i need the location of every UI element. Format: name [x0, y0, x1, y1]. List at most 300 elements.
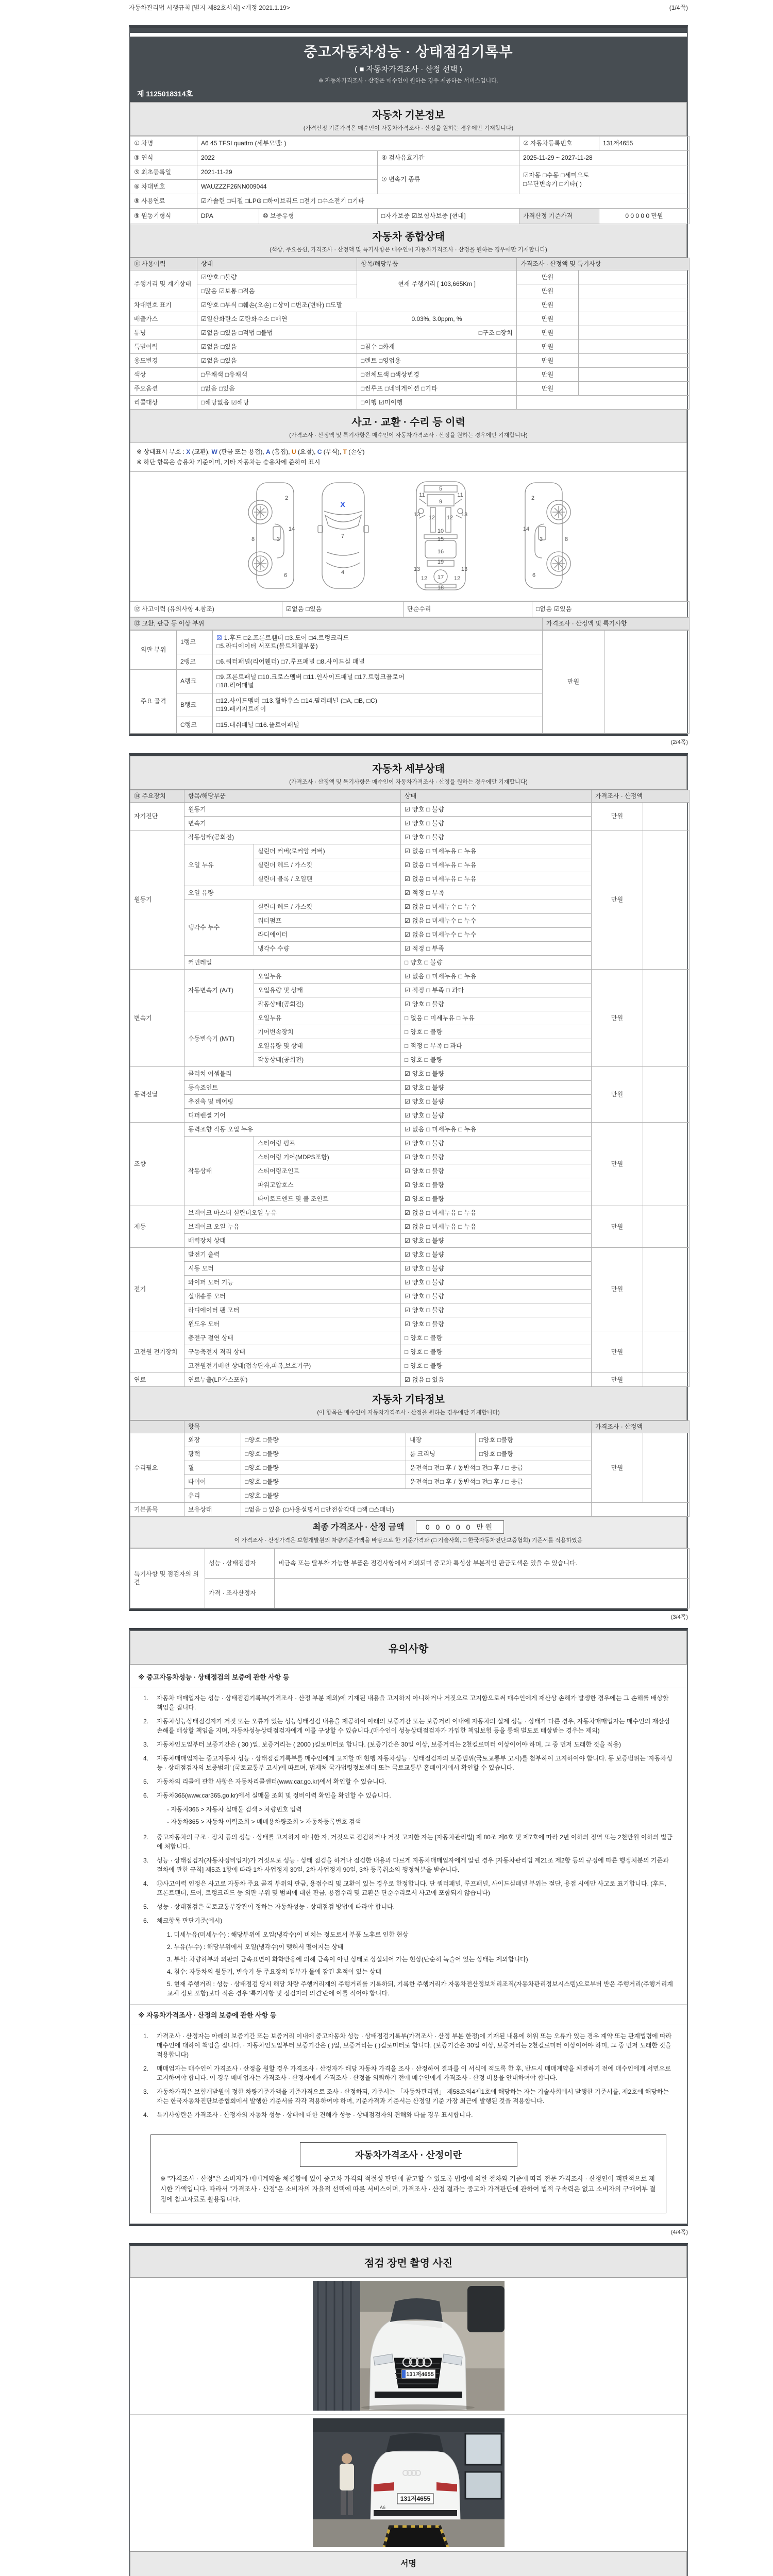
inspection-photos [130, 2281, 687, 2547]
notice-list-b [130, 1833, 687, 2004]
cell [579, 284, 690, 298]
cell: 워터펌프 [254, 913, 401, 927]
cell: 오일누유 [254, 1011, 401, 1025]
simple-repair-checkboxes[interactable]: □없음 ☑있음 [532, 601, 690, 617]
document-title: 중고자동차성능 · 상태점검기록부 [304, 44, 513, 60]
checkbox-cell[interactable]: □썬루프 □네비게이션 □기타 [357, 382, 517, 396]
cell [643, 1331, 690, 1372]
panel-number-label: 6 [532, 572, 536, 579]
panel-number-label: 9 [439, 498, 443, 505]
checkbox-cell[interactable]: □ 양호 □ 불량 [401, 1359, 592, 1372]
model-year: 2022 [197, 151, 378, 165]
panel-number-label: 4 [341, 569, 345, 575]
cell: 충전구 절연 상태 [184, 1331, 401, 1345]
cell: 만원 [543, 630, 604, 733]
cell [579, 326, 690, 340]
section-basic-info-sub: (가격산정 기준가격은 매수인이 자동차가격조사 · 산정을 원하는 경우에만 기재합니다) [303, 125, 514, 131]
cell: 색상 [130, 368, 197, 382]
page-marker-3: (3/4쪽) [670, 1614, 688, 1620]
text-part: □19.패키지트레이 [216, 705, 266, 713]
panel-number-label: 11 [419, 492, 425, 498]
cell: C랭크 [177, 717, 213, 733]
panel-number-label: 12 [421, 575, 428, 582]
text-part: (교환), [190, 448, 212, 455]
cell: 룸 크리닝 [406, 1447, 476, 1461]
page-1 [129, 25, 688, 736]
appraiser-comment [275, 1578, 690, 1608]
cell: 만원 [592, 1372, 643, 1386]
checkbox-cell[interactable]: ☑ 양호 □ 불량 [401, 830, 592, 844]
checkbox-cell[interactable]: ☑ 양호 □ 불량 [401, 1066, 592, 1080]
text-part: T [343, 448, 347, 455]
checkbox-cell[interactable]: □무채색 □유채색 [197, 368, 357, 382]
text-part: (판금 또는 용접), [217, 448, 266, 455]
signature-title: 서명 [400, 2559, 416, 2568]
accident-history-checkboxes[interactable]: ☑없음 □있음 [282, 601, 404, 617]
notice-sub2: ※ 자동차가격조사 · 산정의 보증에 관한 사항 등 [130, 2004, 687, 2025]
plate-number: 131저4655 [599, 137, 690, 151]
cell [643, 1247, 690, 1331]
fuel-checkboxes[interactable]: ☑가솔린 □디젤 □LPG □하이브리드 □전기 □수소전기 □기타 [197, 194, 690, 209]
page-marker-2: (2/4쪽) [670, 739, 688, 745]
detail-state-table [130, 790, 687, 1387]
inspector-comment: 비금속 또는 탈부착 가능한 부품은 점검사항에서 제외되며 중고차 특성상 부분적인 판금도색은 있을 수 있습니다. [275, 1548, 690, 1578]
cell: 가격조사 · 산정액 및 특기사항 [543, 617, 690, 630]
cell [579, 298, 690, 312]
checkbox-cell[interactable]: ☑ 적정 □ 부족 [401, 886, 592, 900]
cell: 가격조사 · 산정액 [592, 1420, 690, 1433]
cell: 추진축 및 베어링 [184, 1094, 401, 1108]
vin: WAUZZZF26NN009044 [197, 180, 378, 194]
cell: 실린더 블록 / 오일팬 [254, 872, 401, 886]
cell: 와이퍼 모터 기능 [184, 1275, 401, 1289]
checkbox-cell[interactable]: □없음 □있음 [197, 382, 357, 396]
cell: 라디에이터 팬 모터 [184, 1303, 401, 1317]
text-part: C [317, 448, 322, 455]
notice-title: 유의사항 [388, 1643, 429, 1655]
cell: 만원 [517, 368, 579, 382]
overall-state-table [130, 258, 687, 410]
checkbox-cell[interactable]: □ 양호 □ 불량 [401, 1345, 592, 1359]
panel-number-label: 8 [251, 536, 255, 543]
cell: 내장 [406, 1433, 476, 1447]
notice-item: 5. 성능 · 상태점검은 국토교통부장관이 정하는 자동차성능 · 상태점검 방법에 따라야 합니다. [143, 1903, 395, 1910]
notice-subitem: 3. 부식: 차량하부와 외판의 금속표면이 화학반응에 의해 금속이 아닌 상태로 상실되어 가는 현상(단순히 녹슬어 있는 상태는 제외합니다) [167, 1955, 528, 1963]
cell: 주요 골격 [130, 669, 177, 733]
cell: ① 차명 [130, 137, 197, 151]
price-appraisal-definition-box [150, 2134, 666, 2213]
warranty-checkboxes[interactable]: □자가보증 ☑보험사보증 [현대] [378, 209, 519, 224]
checkbox-cell[interactable]: ☑양호 □부식 □훼손(오손) □상이 □변조(변타) □도말 [197, 298, 517, 312]
cell [579, 368, 690, 382]
cell: 오일유량 및 상태 [254, 983, 401, 997]
photo2-model-badge: A6 [379, 2504, 385, 2510]
cell: ⑥ 차대번호 [130, 180, 197, 194]
cell: 만원 [517, 326, 579, 340]
checkbox-cell[interactable]: 운전석□ 전□ 후 / 동반석□ 전□ 후 / □ 응급 [406, 1475, 592, 1488]
checkbox-cell[interactable]: ☑ 양호 □ 불량 [401, 816, 592, 830]
cell [130, 1420, 184, 1433]
cell: 만원 [517, 284, 579, 298]
page-3 [129, 1628, 688, 2226]
cell: 연료 [130, 1372, 184, 1386]
cell: 스티어링 펌프 [254, 1136, 401, 1150]
checkbox-cell[interactable]: □양호 □불량 [241, 1461, 406, 1475]
cell [579, 270, 690, 284]
panel-number-label: 5 [439, 485, 443, 492]
checkbox-cell[interactable]: □ 양호 □ 불량 [401, 1025, 592, 1039]
basic-info-table [130, 136, 687, 224]
text-part: □18.리어패널 [216, 682, 254, 689]
text-part: (요철), [296, 448, 317, 455]
document-number: 제 1125018314호 [137, 90, 193, 98]
notice-subitem: 5. 현재 주행거리 : 성능 · 상태점검 당시 해당 차량 주행거리계의 주행거리를 기록하되, 기록한 주행거리가 자동차전산정보처리조직(자동차관리정보시스템)으로부터 받은 주행거리(주행거리계 교체 정보 포함)보다 적은 경우 '특기사항 및 점검자의 의견'란에 이를 적어야 합니다. [167, 1980, 673, 1997]
checkbox-cell[interactable]: □6.쿼터패널(리어휀더) □7.루프패널 □8.사이드실 패널 [213, 654, 543, 669]
checkbox-cell[interactable]: ☑ 양호 □ 불량 [401, 1080, 592, 1094]
panel-number-label: 3 [539, 536, 543, 543]
cell: 오일 누유 [184, 844, 254, 886]
checkbox-cell[interactable]: □ 양호 □ 불량 [401, 1331, 592, 1345]
final-price-block [130, 1517, 687, 1548]
odometer-reading: 현재 주행거리 [ 103,665Km ] [357, 270, 517, 298]
cell: 고전원전기배선 상태(접속단자,피복,보호기구) [184, 1359, 401, 1372]
inspection-validity: 2025-11-29 ~ 2027-11-28 [519, 151, 690, 165]
cell: 만원 [592, 1331, 643, 1372]
cell: 상태 [401, 790, 592, 802]
cell [643, 1433, 690, 1502]
checkbox-cell[interactable]: □ 없음 □ 미세누유 □ 누유 [401, 1011, 592, 1025]
cell: 변속기 [184, 816, 401, 830]
cell: 항목/해당부품 [184, 790, 401, 802]
text-part: (흠집), [270, 448, 292, 455]
checkbox-cell[interactable]: □많음 ☑보통 □적음 [197, 284, 357, 298]
page-4 [129, 2243, 688, 2576]
cell: 구동축전지 격리 상태 [184, 1345, 401, 1359]
cell: 외판 부위 [130, 630, 177, 669]
cell: 항목/해당부품 [357, 258, 517, 270]
cell: 가격 · 조사산정자 [205, 1578, 275, 1608]
cell: 실린더 헤드 / 가스킷 [254, 900, 401, 913]
checkbox-cell[interactable]: ☑ 양호 □ 불량 [401, 1317, 592, 1331]
cell: 만원 [592, 802, 643, 830]
cell [643, 1066, 690, 1122]
cell: 발전기 출력 [184, 1247, 401, 1261]
checkbox-cell[interactable]: ☑ 없음 □ 미세누유 □ 누유 [401, 1122, 592, 1136]
panel-number-label: 6 [283, 572, 288, 579]
section-detail-sub: (가격조사 · 산정액 및 특기사항은 매수인이 자동차가격조사 · 산정을 원하는 경우에만 기재합니다) [289, 778, 528, 785]
cell: 기본품목 [130, 1502, 184, 1516]
cell: 등속죠인트 [184, 1080, 401, 1094]
cell: ⑬ 교환, 판금 등 이상 부위 [130, 617, 543, 630]
section-basic-info-title: 자동차 기본정보 [372, 110, 445, 121]
text-part: □무단변속기 □기타( ) [523, 180, 582, 188]
panel-number-label: 13 [461, 566, 468, 572]
checkbox-cell[interactable]: ☑ 적정 □ 부족 □ 과다 [401, 983, 592, 997]
cell: 자동변속기 (A/T) [184, 969, 254, 1011]
cell: 만원 [517, 354, 579, 368]
cell: 타이어 [184, 1475, 241, 1488]
notice-list-c [130, 2025, 687, 2127]
text-part: 1.후드 □2.프론트휀더 □3.도어 □4.트렁크리드 [222, 634, 349, 642]
section-overall-header [130, 224, 687, 258]
text-part: □9.프론트패널 □10.크로스멤버 □11.인사이드패널 □17.트렁크플로어 [216, 673, 405, 681]
checkbox-cell[interactable]: □침수 □화재 [357, 340, 517, 354]
notice-subitem: 4. 침수: 자동차의 원동기, 변속기 등 주요장치 일부가 물에 잠긴 흔적이 있는 상태 [167, 1968, 382, 1975]
cell: 항목 [184, 1420, 592, 1433]
cell: 가격조사 · 산정액 [592, 790, 690, 802]
checkbox-cell[interactable]: □양호 □불량 [241, 1475, 406, 1488]
checkbox-cell[interactable]: ☑없음 □있음 [197, 340, 357, 354]
checkbox-cell[interactable]: ☑ 없음 □ 미세누수 □ 누수 [401, 900, 592, 913]
cell: 배출가스 [130, 312, 197, 326]
document-header [130, 37, 687, 102]
cell: 타이로드엔드 및 볼 조인트 [254, 1192, 401, 1206]
checkbox-cell[interactable]: ☑ 없음 □ 미세누유 □ 누유 [401, 1206, 592, 1219]
checkbox-cell[interactable]: □이행 ☑미이행 [357, 396, 517, 410]
other-info-table [130, 1420, 687, 1517]
notice-subitem: 2. 누유(누수) : 해당부위에서 오일(냉각수)이 맺혀서 떨어지는 상태 [167, 1943, 344, 1951]
cell: ③ 연식 [130, 151, 197, 165]
cell: 만원 [592, 1206, 643, 1247]
form-regulation-note: 자동차관리법 시행규칙 [별지 제82호서식] <개정 2021.1.19> [129, 4, 290, 11]
definition-box-title: 자동차가격조사 · 산정이란 [300, 2142, 517, 2167]
checkbox-cell[interactable]: ☑ 양호 □ 불량 [401, 1108, 592, 1122]
cell: 고전원 전기장치 [130, 1331, 184, 1372]
cell: ② 자동차등록번호 [519, 137, 599, 151]
cell: 냉각수 누수 [184, 900, 254, 955]
checkbox-cell[interactable]: ☑ 없음 □ 미세누유 □ 누유 [401, 1219, 592, 1233]
checkbox-cell[interactable]: □15.대쉬패널 □16.플로어패널 [213, 717, 543, 733]
car-diagram-svg [130, 475, 688, 596]
cell: 광택 [184, 1447, 241, 1461]
checkbox-cell[interactable]: ☑없음 □있음 □적법 □불법 [197, 326, 357, 340]
checkbox-cell[interactable]: ☑ 없음 □ 미세누유 □ 누유 [401, 969, 592, 983]
cell: A랭크 [177, 669, 213, 693]
cell: ④ 검사유효기간 [378, 151, 519, 165]
checkbox-cell[interactable] [213, 693, 543, 717]
notice-item: 2. 매매업자는 매수인이 가격조사 · 산정을 원할 경우 가격조사 · 산정자가 해당 자동차 가격을 조사 · 산정하여 결과를 이 서식에 적도록 한 후, 반드시 매매계약을 체결하기 전에 매수인에게 서면으로 고지하여야 합니다. 이 경우 매매업자는 가격조사 · 산정자에게 가격조사 · 산정을 의뢰하기 전에 매수인에게 가격조사 · 산정 비용을 안내하여야 합니다. [143, 2064, 671, 2081]
cell: 작동상태(공회전) [254, 1053, 401, 1066]
notice-header [130, 1631, 687, 1665]
cell: B랭크 [177, 693, 213, 717]
checkbox-cell[interactable]: 운전석□ 전□ 후 / 동반석□ 전□ 후 / □ 응급 [406, 1461, 592, 1475]
cell: 오일누유 [254, 969, 401, 983]
cell [643, 1372, 690, 1386]
checkbox-cell[interactable]: ☑ 없음 □ 미세누수 □ 누수 [401, 913, 592, 927]
cell: 만원 [592, 1247, 643, 1331]
notice-item: 6. 자동차365(www.car365.go.kr)에서 실매물 조회 및 정비이력 확인을 확인할 수 있습니다. [143, 1791, 391, 1799]
photo-rear-view [313, 2418, 505, 2547]
cell [517, 396, 690, 410]
checkbox-cell[interactable]: ☑ 양호 □ 불량 [401, 1136, 592, 1150]
cell: 리콜대상 [130, 396, 197, 410]
signature-block [130, 2551, 687, 2576]
cell: 만원 [592, 969, 643, 1066]
text-part: (부식), [322, 448, 343, 455]
cell: 가격산정 기준가격 [519, 209, 599, 224]
checkbox-cell[interactable]: ☑ 양호 □ 불량 [401, 1233, 592, 1247]
cell [643, 969, 690, 1066]
section-accident-sub: (가격조사 · 산정액 및 특기사항은 매수인이 자동차가격조사 · 산정을 원하는 경우에만 기재합니다) [289, 432, 528, 438]
checkbox-cell[interactable]: ☑ 적정 □ 부족 [401, 941, 592, 955]
notice-subitem: - 자동차365 > 자동차 실매물 검색 > 차량번호 입력 [167, 1805, 302, 1813]
panel-number-label: 12 [446, 514, 453, 521]
final-price-label: 최종 가격조사 · 산정 금액 [312, 1522, 405, 1532]
transmission-checkboxes[interactable] [519, 165, 690, 194]
checkbox-cell[interactable]: ☑ 양호 □ 불량 [401, 1192, 592, 1206]
cell: 기어변속장치 [254, 1025, 401, 1039]
cell: 작동상태(공회전) [254, 997, 401, 1011]
checkbox-cell[interactable] [213, 669, 543, 693]
cell [579, 354, 690, 368]
base-price: 0 0 0 0 0 만원 [599, 209, 690, 224]
checkbox-cell[interactable]: ☑ 없음 □ 미세누유 □ 누유 [401, 844, 592, 858]
text-part: □5.라디에이터 서포트(볼트체결부품) [216, 642, 318, 650]
checkbox-cell[interactable]: ☑없음 □있음 [197, 354, 357, 368]
rank1-panel-checkboxes[interactable] [213, 630, 543, 654]
panel-number-label: 7 [341, 533, 345, 539]
cell: 특별이력 [130, 340, 197, 354]
panel-number-label: 12 [453, 575, 461, 582]
checkbox-cell[interactable]: ☑ 양호 □ 불량 [401, 802, 592, 816]
cell: ⑭ 주요장치 [130, 790, 184, 802]
section-basic-info-header [130, 102, 687, 136]
section-other-sub: (이 항목은 매수인이 자동차가격조사 · 산정을 원하는 경우에만 기재합니다) [317, 1409, 500, 1416]
cell [592, 1502, 690, 1516]
checkbox-cell[interactable]: □전체도색 □색상변경 [357, 368, 517, 382]
checkbox-cell[interactable]: ☑일산화탄소 ☑탄화수소 □매연 [197, 312, 357, 326]
checkbox-cell[interactable]: □구조 □장치 [357, 326, 517, 340]
page-marker-4: (4/4쪽) [670, 2229, 688, 2235]
cell: 만원 [592, 830, 643, 969]
checkbox-cell[interactable]: □ 양호 □ 불량 [401, 955, 592, 969]
cell: 유리 [184, 1488, 241, 1502]
checkbox-cell[interactable]: ☑ 양호 □ 불량 [401, 1164, 592, 1178]
section-accident-header [130, 410, 687, 443]
cell: 클러치 어셈블리 [184, 1066, 401, 1080]
notice-item: 6. 체크항목 판단기준(예시) [143, 1917, 223, 1924]
cell: 튜닝 [130, 326, 197, 340]
checkbox-cell[interactable]: □해당없음 ☑해당 [197, 396, 357, 410]
text-part: ※ 상태표시 부호 : [137, 448, 187, 455]
inspection-insurance-fee [144, 2574, 673, 2576]
checkbox-cell[interactable]: ☑ 없음 □ 있음 [401, 1372, 592, 1386]
cell: 오일유량 및 상태 [254, 1039, 401, 1053]
cell: 실린더 헤드 / 가스킷 [254, 858, 401, 872]
checkbox-cell[interactable]: ☑양호 □불량 [197, 270, 357, 284]
section-detail-header [130, 756, 687, 790]
checkbox-cell[interactable]: □양호 □불량 [241, 1433, 406, 1447]
section-detail-title: 자동차 세부상태 [372, 763, 445, 775]
checkbox-cell[interactable]: □양호 □불량 [476, 1433, 592, 1447]
photo2-plate-text: 131저4655 [400, 2495, 430, 2502]
page-2 [129, 753, 688, 1611]
cell [579, 312, 690, 326]
document-note: ※ 자동차가격조사 · 산정은 매수인이 원하는 경우 제공하는 서비스입니다. [318, 78, 498, 84]
special-notes-table [130, 1548, 687, 1608]
checkbox-cell[interactable]: ☑ 양호 □ 불량 [401, 1178, 592, 1192]
document-subtitle: ( ■ 자동차가격조사 · 산정 선택 ) [355, 65, 462, 74]
definition-box-text: ※ "가격조사 · 산정"은 소비자가 매매계약을 체결함에 있어 중고차 가격의 적절성 판단에 참고할 수 있도록 법령에 의한 절차와 기준에 따라 전문 가격조사 · 산정인이 객관적으로 제시한 가액입니다. 따라서 "가격조사 · 산정"은 소비자의 자율적 선택에 따른 서비스이며, 가격조사 · 산정 결과는 중고차 가격판단에 관하여 법적 구속력은 없고 소비자의 구매여부 결정에 참고자료로 활용됩니다. [160, 2175, 656, 2203]
checkbox-cell[interactable]: ☑ 없음 □ 미세누유 □ 누유 [401, 872, 592, 886]
cell: 보유상태 [184, 1502, 241, 1516]
cell: 라디에이터 [254, 927, 401, 941]
notice-item: 2. 중고자동차의 구조 · 장치 등의 성능 · 상태를 고지하지 아니한 자, 거짓으로 점검하거나 거짓 고지한 자는 [자동차관리법] 제 80조 제6호 및 제7호에 따라 2년 이하의 징역 또는 2천만원 이하의 벌금에 처합니다. [143, 1833, 673, 1850]
cell: 실린더 커버(로커암 커버) [254, 844, 401, 858]
checkbox-cell[interactable]: □ 양호 □ 불량 [401, 1053, 592, 1066]
checkbox-cell[interactable]: ☑ 양호 □ 불량 [401, 1289, 592, 1303]
panel-number-label: 13 [461, 511, 468, 518]
cell: 주행거리 및 계기상태 [130, 270, 197, 298]
cell: 외장 [184, 1433, 241, 1447]
cell: 차대번호 표기 [130, 298, 197, 312]
cell: 오일 유량 [184, 886, 401, 900]
page-marker-1: (1/4쪽) [669, 4, 688, 11]
checkbox-cell[interactable]: ☑ 양호 □ 불량 [401, 1275, 592, 1289]
cell: 만원 [517, 382, 579, 396]
cell [643, 1206, 690, 1247]
notice-item: 1. 가격조사 · 산정자는 아래의 보증기간 또는 보증거리 이내에 중고자동차 성능 · 상태점검기록부(가격조사 · 산정 부분 한정)에 기재된 내용에 허위 또는 오류가 있는 경우 계약 또는 관계법령에 따라 매수인에 대하여 책임을 집니다. · 자동차인도일부터 보증기간은 ( )일, 보증거리는 ( )킬로미터로 합니다. (보증기간은 30일 이상, 보증거리는 2천킬로미터 이상이어야 하며, 그 중 먼저 도래한 것을 적용합니다) [143, 2032, 672, 2058]
checkbox-cell[interactable]: ☑ 양호 □ 불량 [401, 1261, 592, 1275]
section-overall-sub: (색상, 주요옵션, 가격조사 · 산정액 및 특기사항은 매수인이 자동차가격조사 · 산정을 원하는 경우에만 기재합니다) [270, 247, 547, 253]
panel-number-label: 16 [437, 548, 444, 555]
checkbox-cell[interactable]: ☑ 양호 □ 불량 [401, 1247, 592, 1261]
checkbox-cell[interactable]: ☑ 없음 □ 미세누수 □ 누수 [401, 927, 592, 941]
panel-number-label: 3 [276, 536, 280, 543]
panel-number-label: 10 [437, 528, 444, 534]
cell [579, 340, 690, 354]
checkbox-cell[interactable]: ☑ 양호 □ 불량 [401, 1303, 592, 1317]
cell: 냉각수 수량 [254, 941, 401, 955]
cell: 주요옵션 [130, 382, 197, 396]
notice-item: 4. 자동차매매업자는 중고자동차 성능 · 상태점검기록부를 매수인에게 고지할 때 현행 자동차성능 · 상태점검자의 보증범위(국토교통부 고시)를 첨부하여 고지하여야 합니다. 동 보증범위는 '자동차성능 · 상태점검자의 보증범위' (국토교통부 고시)에 따르며, 법제처 국가법령정보센터 또는 국토교통부 홈페이지에서 확인할 수 있습니다. [143, 1754, 673, 1771]
section-other-header [130, 1387, 687, 1420]
panel-number-label: 13 [413, 511, 421, 518]
notice-item: 1. 자동차 매매업자는 성능 · 상태점검기록부(가격조사 · 산정 부분 제외)에 기재된 내용을 고지하지 아니하거나 거짓으로 고지함으로써 매수인에게 재산상 손해가 발생한 경우에는 그 손해를 배상할 책임을 집니다. [143, 1694, 669, 1711]
panel-number-label: 18 [437, 584, 444, 591]
checkbox-cell[interactable]: □렌트 □영업용 [357, 354, 517, 368]
checkbox-cell[interactable]: ☑ 양호 □ 불량 [401, 997, 592, 1011]
panel-number-label: 19 [437, 558, 444, 565]
cell: 가격조사 · 산정액 및 특기사항 [517, 258, 690, 270]
text-part: W [211, 448, 217, 455]
cell: 특기사항 및 점검자의 의견 [130, 1548, 205, 1608]
cell: ⑦ 변속기 종류 [378, 165, 519, 194]
notice-subitem: 1. 미세누유(미세누수) : 해당부위에 오일(냉각수)이 비치는 정도로서 부품 노후로 인한 현상 [167, 1930, 409, 1938]
cell: 연료누출(LP가스포함) [184, 1372, 401, 1386]
hood-exchange-x-mark: X [340, 500, 345, 509]
final-price-note[interactable]: 이 가격조사 · 산정가격은 보험개발원의 차량기준가액을 바탕으로 한 기준가격과 (□ 기술사회, □ 한국자동차진단보증협회) 기준서를 적용하였음 [234, 1537, 583, 1544]
cell: 2랭크 [177, 654, 213, 669]
checkbox-cell[interactable]: □양호 □불량 [241, 1488, 592, 1502]
cell [579, 382, 690, 396]
cell: 만원 [517, 298, 579, 312]
photo-section-title: 점검 장면 촬영 사진 [364, 2257, 453, 2269]
checkbox-cell[interactable]: □없음 □ 있음 (□사용설명서 □안전삼각대 □잭 □스패너) [241, 1502, 592, 1516]
checkbox-cell[interactable]: ☑ 양호 □ 불량 [401, 1150, 592, 1164]
text-part: U [291, 448, 296, 455]
checkbox-cell[interactable]: □ 적정 □ 부족 □ 과다 [401, 1039, 592, 1053]
checkbox-cell[interactable]: □양호 □불량 [241, 1447, 406, 1461]
checkbox-cell[interactable]: ☑ 없음 □ 미세누유 □ 누유 [401, 858, 592, 872]
cell: 파워고압호스 [254, 1178, 401, 1192]
cell: 수리필요 [130, 1433, 184, 1502]
notice-list-a [130, 1687, 687, 1833]
checkbox-cell[interactable]: □양호 □불량 [476, 1447, 592, 1461]
checkbox-cell[interactable]: ☑ 양호 □ 불량 [401, 1094, 592, 1108]
cell [643, 1122, 690, 1206]
panel-number-label: 2 [531, 495, 535, 501]
